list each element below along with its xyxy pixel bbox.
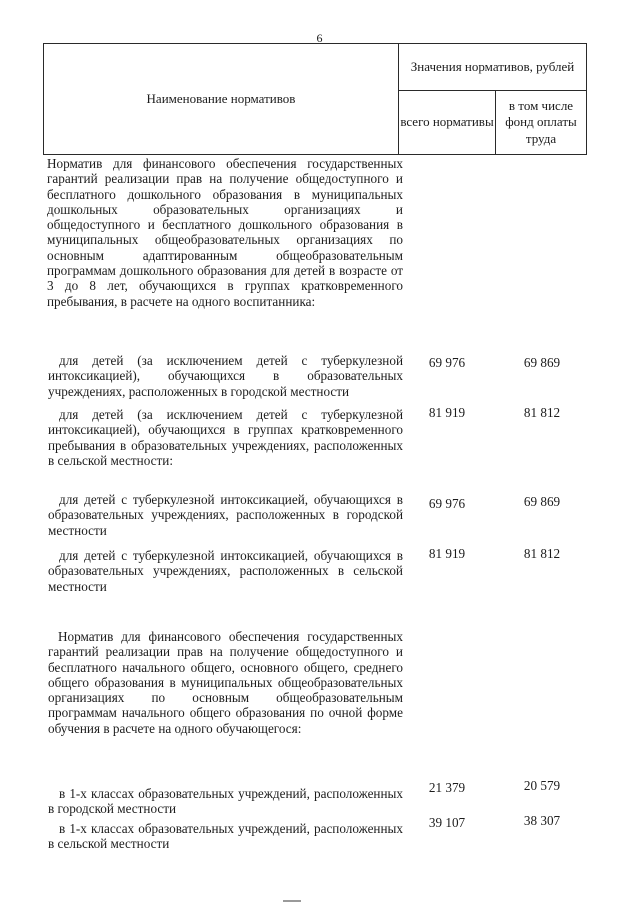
- row-label: для детей с туберкулезной интоксикацией, обучающихся в образовательных учреждениях, расположенных в сельской местности: [48, 548, 403, 594]
- row-label: в 1-х классах образовательных учреждений, расположенных в городской местности: [48, 786, 403, 817]
- row-wage-fund: 38 307: [523, 813, 561, 828]
- row-label: для детей (за исключением детей с туберкулезной интоксикацией), обучающихся в образовательных учреждениях, расположенных в городской местности: [48, 353, 403, 399]
- row-wage-fund: 81 812: [523, 546, 561, 561]
- page-number: 6: [316, 31, 323, 45]
- row-total: 69 976: [428, 355, 466, 370]
- row-label: для детей с туберкулезной интоксикацией, обучающихся в образовательных учреждениях, расположенных в городской местности: [48, 492, 403, 538]
- header-name-label: Наименование нормативов: [146, 90, 296, 106]
- row-label: в 1-х классах образовательных учреждений, расположенных в сельской местности: [48, 821, 403, 852]
- header-name-column: [43, 43, 399, 155]
- row-wage-fund: 69 869: [523, 355, 561, 370]
- header-wage-fund-label: в том числе фонд оплаты труда: [505, 98, 577, 146]
- header-values-group: [398, 43, 587, 91]
- row-total: 81 919: [428, 405, 466, 420]
- row-total: 21 379: [428, 780, 466, 795]
- section-title: Норматив для финансового обеспечения государственных гарантий реализации прав на получение общедоступного и бесплатного начального общего, основного общего, среднего общего образования в муниципальных общеобразовательных организациях по основным общеобразовательным программам начального общего образования по очной форме обучения в расчете на одного обучающегося:: [48, 629, 403, 736]
- row-total: 69 976: [428, 496, 466, 511]
- row-wage-fund: 81 812: [523, 405, 561, 420]
- header-values-label: Значения нормативов, рублей: [410, 58, 575, 74]
- row-wage-fund: 20 579: [523, 778, 561, 793]
- header-wage-fund-column: [495, 90, 587, 155]
- row-label: для детей (за исключением детей с туберкулезной интоксикацией), обучающихся в группах кратковременного пребывания в образовательных учреждениях, расположенных в сельской местности:: [48, 407, 403, 468]
- row-total: 81 919: [428, 546, 466, 561]
- header-total-column: [398, 90, 496, 155]
- header-total-label: всего нормативы: [400, 114, 494, 130]
- row-total: 39 107: [428, 815, 466, 830]
- section-title: Норматив для финансового обеспечения государственных гарантий реализации прав на получение общедоступного и бесплатного дошкольного образования в муниципальных дошкольных образовательных организациях и общедоступного и бесплатного дошкольного образования в муниципальных общеобразовательных организациях по основным адаптированным общеобразовательным программам дошкольного образования для детей в возрасте от 3 до 8 лет, обучающихся в группах кратковременного пребывания, в расчете на одного воспитанника:: [47, 156, 403, 309]
- scan-edge-mark: [283, 900, 301, 902]
- row-wage-fund: 69 869: [523, 494, 561, 509]
